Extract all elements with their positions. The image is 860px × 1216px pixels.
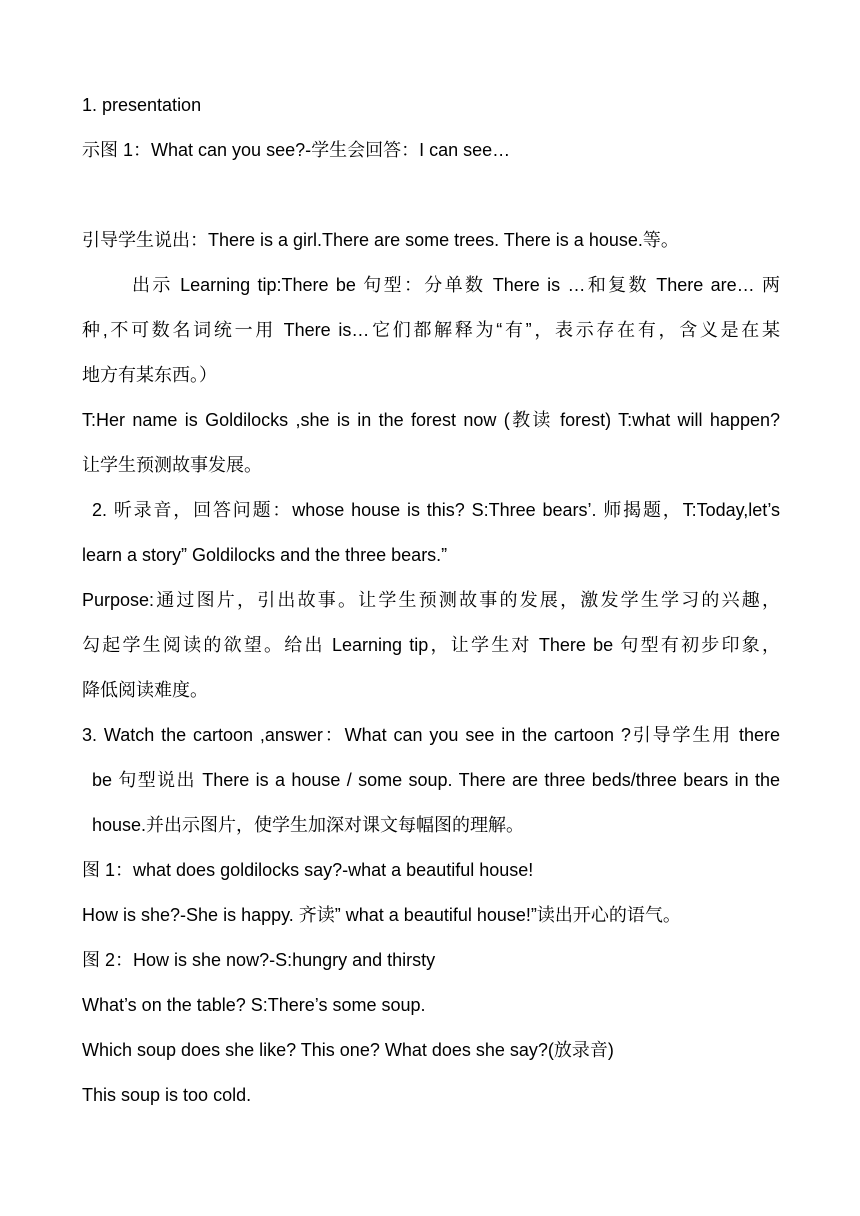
learning-tip-line-2: 种,不可数名词统一用 There is…它们都解释为“有”，表示存在有，含义是在某 xyxy=(82,320,780,340)
picture-2-dialogue-4: This soup is too cold. xyxy=(82,1085,252,1105)
learning-tip-line-1: 出示 Learning tip:There be 句型：分单数 There is …和复数 There are… 两 xyxy=(132,275,780,295)
picture-2-dialogue-2: What’s on the table? S:There’s some soup. xyxy=(82,995,426,1015)
picture-2-dialogue-1: 图 2：How is she now?-S:hungry and thirsty xyxy=(82,950,436,970)
teacher-line-2: 让学生预测故事发展。 xyxy=(82,455,262,475)
picture-1-dialogue-2: How is she?-She is happy. 齐读” what a beautiful house!”读出开心的语气。 xyxy=(82,905,681,925)
section-3-line-2: be 句型说出 There is a house / some soup. There are three beds/three bears in the xyxy=(92,770,780,790)
picture-2-dialogue-3: Which soup does she like? This one? What does she say?(放录音) xyxy=(82,1040,614,1060)
learning-tip-line-3: 地方有某东西。） xyxy=(82,365,217,385)
guide-students-line: 引导学生说出：There is a girl.There are some trees. There is a house.等。 xyxy=(82,230,679,250)
picture-1-question: 示图 1：What can you see?-学生会回答：I can see… xyxy=(82,140,511,160)
purpose-line-2: 勾起学生阅读的欲望。给出 Learning tip，让学生对 There be 句型有初步印象， xyxy=(82,635,780,655)
purpose-line-3: 降低阅读难度。 xyxy=(82,680,208,700)
teacher-line-1: T:Her name is Goldilocks ,she is in the forest now (教读 forest) T:what will happen? xyxy=(82,410,780,430)
section-1-heading: 1. presentation xyxy=(82,95,202,115)
section-3-line-1: 3. Watch the cartoon ,answer：What can you see in the cartoon ?引导学生用 there xyxy=(82,725,780,745)
section-2-line-1: 2. 听录音，回答问题：whose house is this? S:Three bears’. 师揭题，T:Today,let’s xyxy=(92,500,780,520)
section-2-line-2: learn a story” Goldilocks and the three bears.” xyxy=(82,545,448,565)
section-3-line-3: house.并出示图片，使学生加深对课文每幅图的理解。 xyxy=(92,815,525,835)
picture-1-dialogue-1: 图 1：what does goldilocks say?-what a beautiful house! xyxy=(82,860,534,880)
purpose-line-1: Purpose:通过图片，引出故事。让学生预测故事的发展，激发学生学习的兴趣， xyxy=(82,590,780,610)
